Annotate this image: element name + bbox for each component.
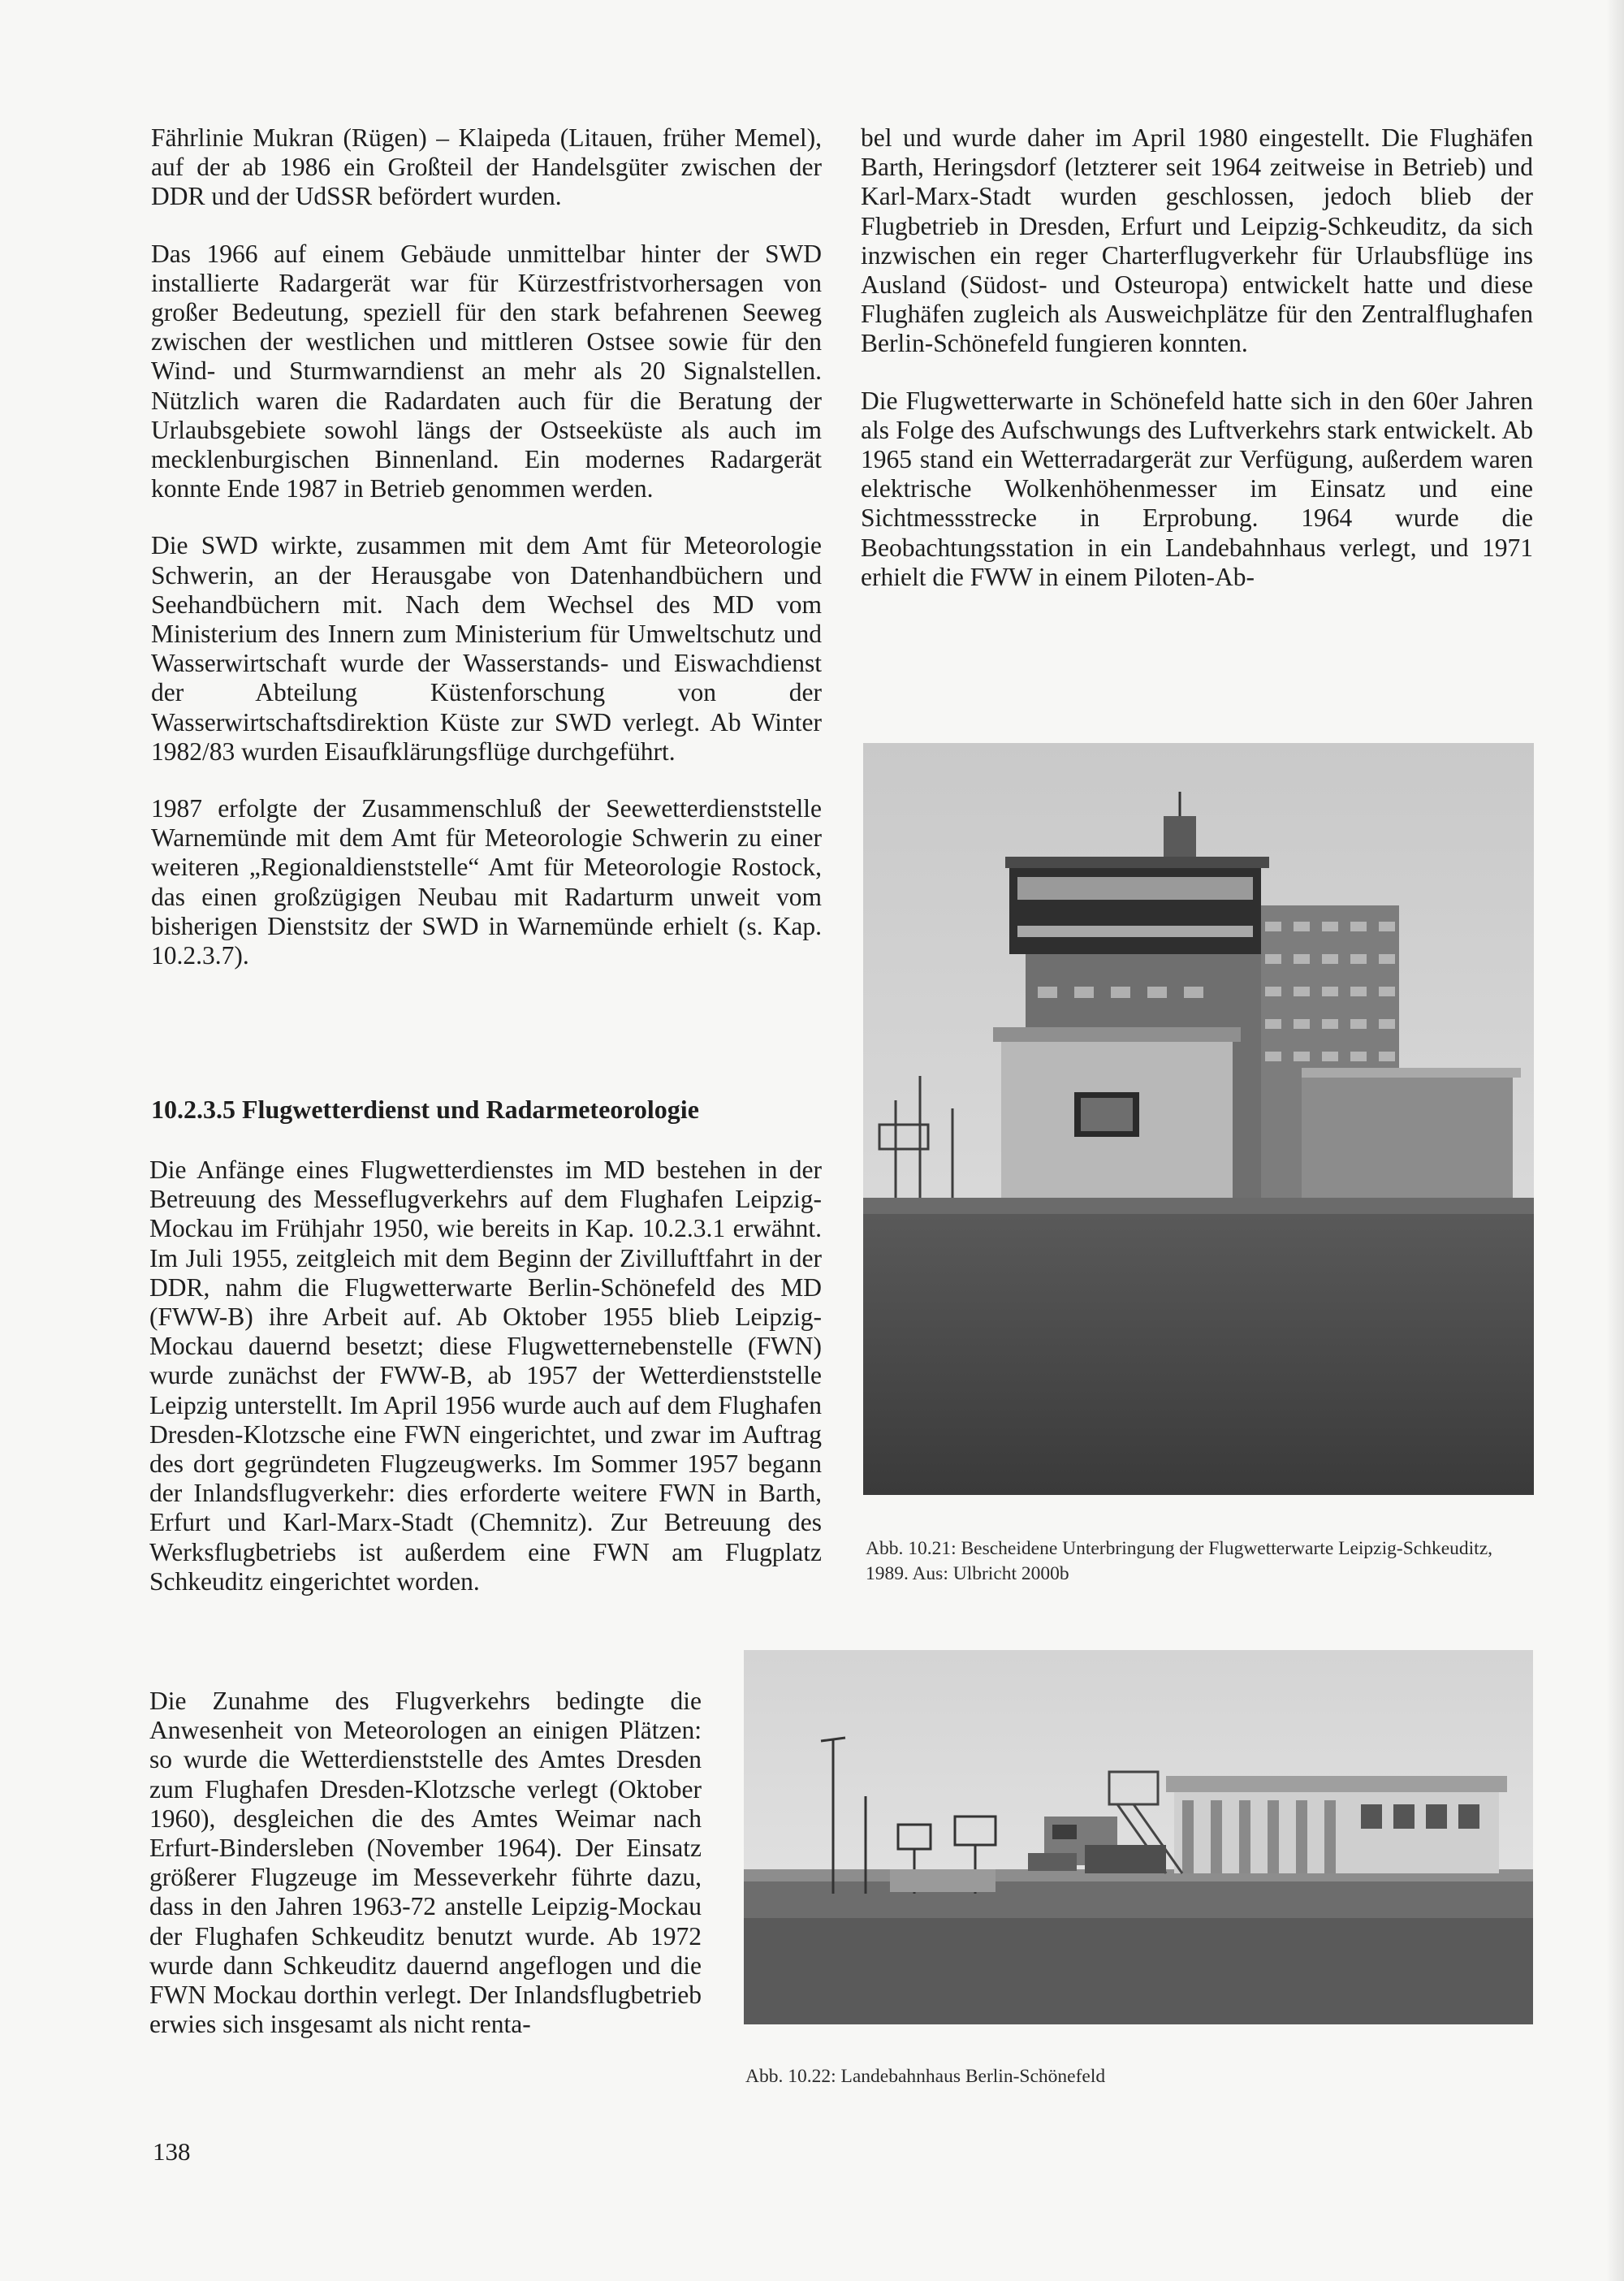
page-edge-shadow bbox=[1606, 0, 1624, 2281]
left-column-middle bbox=[149, 1156, 822, 1624]
left-column-bottom bbox=[149, 1687, 702, 2067]
section-heading: 10.2.3.5 Flugwetterdienst und Radarmeteorologie bbox=[151, 1095, 699, 1124]
photo-tower-image bbox=[863, 743, 1534, 1495]
paragraph: Das 1966 auf einem Gebäude unmittelbar hinter der SWD installierte Radargerät war für Kürzestfristvorhersagen von großer Bedeutung, speziell für den stark befahrenen Seeweg zwischen der westlichen und mittleren Ostsee sowie für den Wind- und Sturmwarndienst an mehr als 20 Signalstellen. Nützlich waren die Radardaten auch für die Beratung der Urlaubsgebiete sowohl längs der Ostseeküste als auch im mecklenburgischen Binnenland. Ein modernes Radargerät konnte Ende 1987 in Betrieb genommen werden. bbox=[151, 239, 822, 503]
paragraph: Die Anfänge eines Flugwetterdienstes im MD bestehen in der Betreuung des Messeflugverkehrs auf dem Flughafen Leipzig-Mockau im Frühjahr 1950, wie bereits in Kap. 10.2.3.1 erwähnt. Im Juli 1955, zeitgleich mit dem Beginn der Zivilluftfahrt in der DDR, nahm die Flugwetterwarte Berlin-Schönefeld des MD (FWW-B) ihre Arbeit auf. Ab Oktober 1955 blieb Leipzig-Mockau dauernd besetzt; diese Flugwetternebenstelle (FWN) wurde zunächst der FWW-B, ab 1957 der Wetterdienststelle Leipzig unterstellt. Im April 1956 wurde auch auf dem Flughafen Dresden-Klotzsche eine FWN eingerichtet, und zwar im Auftrag des dort gegründeten Flugzeugwerks. Im Sommer 1957 begann der Inlandsflugverkehr: dies erforderte weitere FWN in Barth, Erfurt und Karl-Marx-Stadt (Chemnitz). Zur Betreuung des Werksflugbetriebs ist außerdem eine FWN am Flugplatz Schkeuditz eingerichtet worden. bbox=[149, 1156, 822, 1596]
page-number: 138 bbox=[153, 2137, 191, 2166]
photo-runway-house-schoenefeld bbox=[744, 1650, 1533, 2024]
paragraph: Die Flugwetterwarte in Schönefeld hatte sich in den 60er Jahren als Folge des Aufschwungs des Luftverkehrs stark entwickelt. Ab 1965 stand ein Wetterradargerät zur Verfügung, außerdem waren elektrische Wolkenhöhenmesser im Einsatz und eine Sichtmessstrecke in Erprobung. 1964 wurde die Beobachtungsstation in ein Landebahnhaus verlegt, und 1971 erhielt die FWW in einem Piloten-Ab- bbox=[861, 386, 1533, 591]
photo-runway-house-image bbox=[744, 1650, 1533, 2024]
figure-caption-1: Abb. 10.21: Bescheidene Unterbringung der Flugwetterwarte Leipzig-Schkeuditz, 1989. Aus: Ulbricht 2000b bbox=[866, 1538, 1493, 1584]
paragraph: 1987 erfolgte der Zusammenschluß der Seewetterdienststelle Warnemünde mit dem Amt für Meteorologie Schwerin zu einer weiteren „Regionaldienststelle“ Amt für Meteorologie Rostock, das einen großzügigen Neubau mit Radarturm unweit vom bisherigen Dienstsitz der SWD in Warnemünde erhielt (s. Kap. 10.2.3.7). bbox=[151, 794, 822, 970]
paragraph: bel und wurde daher im April 1980 eingestellt. Die Flughäfen Barth, Heringsdorf (letzterer seit 1964 zeitweise in Betrieb) und Karl-Marx-Stadt wurden geschlossen, jedoch blieb der Flugbetrieb in Dresden, Erfurt und Leipzig-Schkeuditz, da sich inzwischen ein reger Charterflugverkehr für Urlaubsflüge ins Ausland (Südost- und Osteuropa) entwickelt hatte und diese Flughäfen zugleich als Ausweichplätze für den Zentralflughafen Berlin-Schönefeld fungieren konnten. bbox=[861, 123, 1533, 358]
figure-caption-2: Abb. 10.22: Landebahnhaus Berlin-Schönefeld bbox=[745, 2066, 1106, 2087]
left-column-top bbox=[151, 123, 822, 998]
paragraph: Die Zunahme des Flugverkehrs bedingte die Anwesenheit von Meteorologen an einigen Plätzen: so wurde die Wetterdienststelle des Amtes Dresden zum Flughafen Dresden-Klotzsche verlegt (Oktober 1960), desgleichen die des Amtes Weimar nach Erfurt-Bindersleben (November 1964). Der Einsatz größerer Flugzeuge im Messeverkehr führte dazu, dass in den Jahren 1963-72 anstelle Leipzig-Mockau der Flughafen Schkeuditz benutzt wurde. Ab 1972 wurde dann Schkeuditz dauernd angeflogen und die FWN Mockau dorthin verlegt. Der Inlandsflugbetrieb erwies sich insgesamt als nicht renta- bbox=[149, 1687, 702, 2039]
paragraph: Die SWD wirkte, zusammen mit dem Amt für Meteorologie Schwerin, an der Herausgabe von Datenhandbüchern und Seehandbüchern mit. Nach dem Wechsel des MD vom Ministerium des Innern zum Ministerium für Umweltschutz und Wasserwirtschaft wurde der Wasserstands- und Eiswachdienst der Abteilung Küstenforschung von der Wasserwirtschaftsdirektion Küste zur SWD verlegt. Ab Winter 1982/83 wurden Eisaufklärungsflüge durchgeführt. bbox=[151, 531, 822, 766]
right-column bbox=[861, 123, 1533, 620]
paragraph: Fährlinie Mukran (Rügen) – Klaipeda (Litauen, früher Memel), auf der ab 1986 ein Großteil der Handelsgüter zwischen der DDR und der UdSSR befördert wurden. bbox=[151, 123, 822, 211]
photo-weather-station-schkeuditz bbox=[863, 743, 1534, 1495]
